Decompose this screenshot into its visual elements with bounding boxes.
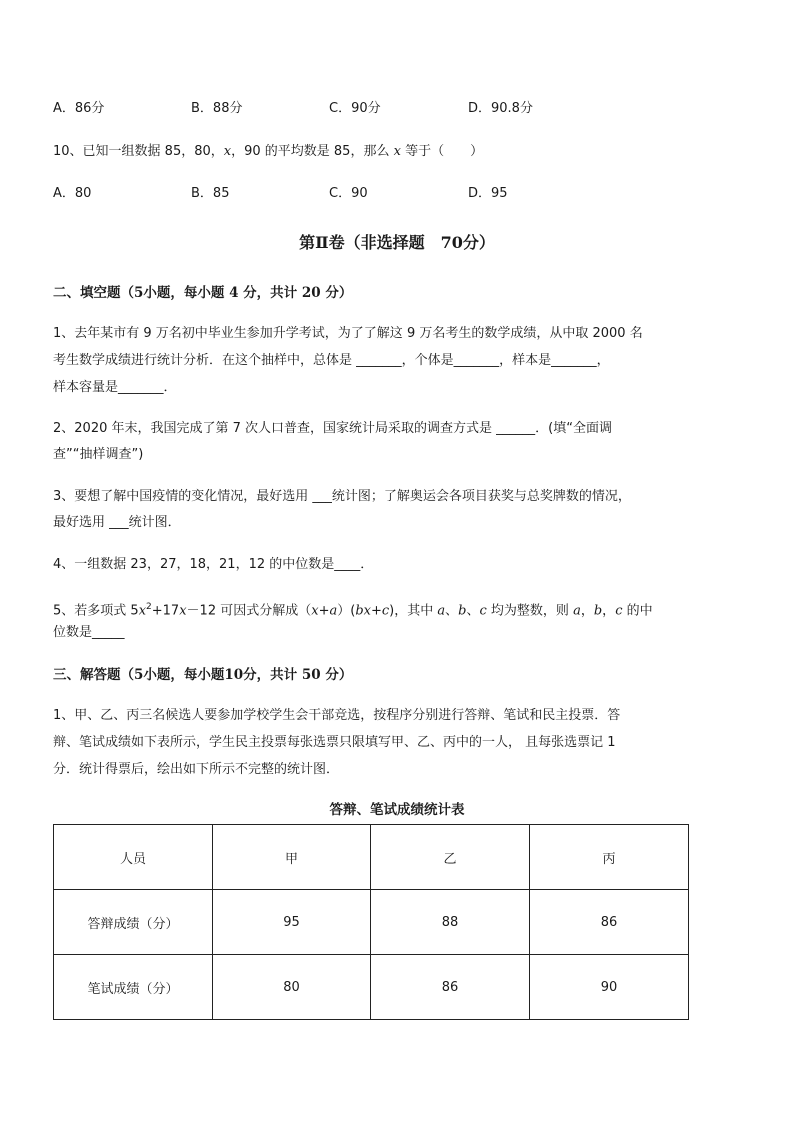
s2-q4-line1: 4、一组数据 23，27，18，21，12 的中位数是____．	[53, 557, 374, 572]
table-cell: 86	[530, 890, 689, 955]
table-title: 答辩、笔试成绩统计表	[329, 802, 465, 818]
s2-q2-line2: 查”“抽样调查”)	[53, 447, 144, 462]
table-cell: 90	[530, 955, 689, 1020]
q5-c1: c	[381, 603, 390, 619]
table-cell: 答辩成绩（分）	[54, 890, 213, 955]
q10-stem	[53, 143, 483, 161]
q10-option-c: C．90	[329, 186, 368, 201]
q9-option-b: B．88分	[191, 101, 243, 116]
table-cell: 80	[213, 955, 371, 1020]
s2-q1-line3: 样本容量是_______．	[53, 380, 177, 395]
q5-mid2: －12 可因式分解成（	[186, 603, 312, 619]
q5-mid1: +17	[151, 603, 180, 619]
q5-mid3: ）(	[337, 603, 356, 619]
s3-q1-line1: 1、甲、乙、丙三名候选人要参加学校学生会干部竞选，按程序分别进行答辩、笔试和民主投票．答	[53, 708, 621, 723]
q9-option-d: D．90.8分	[468, 101, 533, 116]
q10-number: 10、	[53, 144, 83, 159]
q5-pre: 5、若多项式 5	[53, 603, 139, 619]
q5-plus1: +	[318, 603, 330, 619]
q5-f1: x	[311, 603, 319, 619]
q5-sep3: ，	[580, 603, 594, 619]
score-table	[53, 824, 689, 1020]
s2-q3-line1: 3、要想了解中国疫情的变化情况，最好选用 ___统计图；了解奥运会各项目获奖与总奖牌数的情况，	[53, 489, 631, 504]
q10-option-a: A．80	[53, 186, 92, 201]
q10-var-x: x	[223, 144, 232, 159]
q5-a3: a	[573, 603, 581, 619]
s2-q2-line1: 2、2020 年末，我国完成了第 7 次人口普查，国家统计局采取的调查方式是 ______．(填“全面调	[53, 421, 612, 436]
s2-q1-line1: 1、去年某市有 9 万名初中毕业生参加升学考试，为了了解这 9 万名考生的数学成绩，从中取 2000 名	[53, 326, 643, 341]
q5-a2: a	[437, 603, 446, 619]
s2-q5-line1	[53, 598, 653, 620]
q5-bx: bx	[355, 603, 371, 619]
table-header-cell: 乙	[371, 825, 530, 890]
s3-q1-line3: 分．统计得票后，绘出如下所示不完整的统计图．	[53, 762, 340, 777]
table-header-cell: 人员	[54, 825, 213, 890]
q5-sep1: 、	[445, 603, 459, 619]
q5-sep2: 、	[466, 603, 480, 619]
s2-q5-line2: 位数是_____	[53, 625, 125, 640]
table-cell: 95	[213, 890, 371, 955]
q5-x1: x	[138, 603, 147, 619]
q5-c3: c	[615, 603, 623, 619]
q10-var-x2: x	[393, 144, 401, 159]
q5-x2: x	[179, 603, 187, 619]
table-cell: 笔试成绩（分）	[54, 955, 213, 1020]
s3-q1-line2: 辩、笔试成绩如下表所示，学生民主投票每张选票只限填写甲、乙、丙中的一人， 且每张选票记 1	[53, 735, 616, 750]
q9-option-a: A．86分	[53, 101, 105, 116]
q5-sep4: ，	[602, 603, 616, 619]
q5-b3: b	[593, 603, 603, 619]
table-cell: 86	[371, 955, 530, 1020]
q10-option-d: D．95	[468, 186, 508, 201]
table-header-cell: 丙	[530, 825, 689, 890]
s2-q1-line2: 考生数学成绩进行统计分析．在这个抽样中，总体是 _______，个体是_______，样本是_______，	[53, 353, 610, 368]
q10-text-a: 已知一组数据 85，80，	[82, 144, 224, 159]
s2-q3-line2: 最好选用 ___统计图．	[53, 515, 181, 530]
q5-sup: 2	[146, 602, 152, 612]
q9-option-c: C．90分	[329, 101, 381, 116]
section3-title: 三、解答题（5小题，每小题10分，共计 50 分）	[53, 667, 353, 683]
q5-c2: c	[479, 603, 487, 619]
section2-title: 二、填空题（5小题，每小题 4 分，共计 20 分）	[53, 285, 353, 301]
table-cell: 88	[371, 890, 530, 955]
q5-mid4: )，其中	[389, 603, 438, 619]
q5-end: 的中	[622, 603, 653, 619]
table-header-cell: 甲	[213, 825, 371, 890]
q10-text-b: ，90 的平均数是 85，那么	[231, 144, 394, 159]
table-row	[54, 890, 689, 955]
q5-a1: a	[329, 603, 338, 619]
q10-text-c: 等于（ ）	[400, 144, 484, 159]
table-row	[54, 955, 689, 1020]
q10-option-b: B．85	[191, 186, 230, 201]
part2-title: 第Ⅱ卷（非选择题 70分）	[299, 233, 495, 252]
table-header-row	[54, 825, 689, 890]
q5-mid5: 均为整数，则	[486, 603, 574, 619]
q5-b2: b	[458, 603, 467, 619]
q5-plus2: +	[370, 603, 382, 619]
